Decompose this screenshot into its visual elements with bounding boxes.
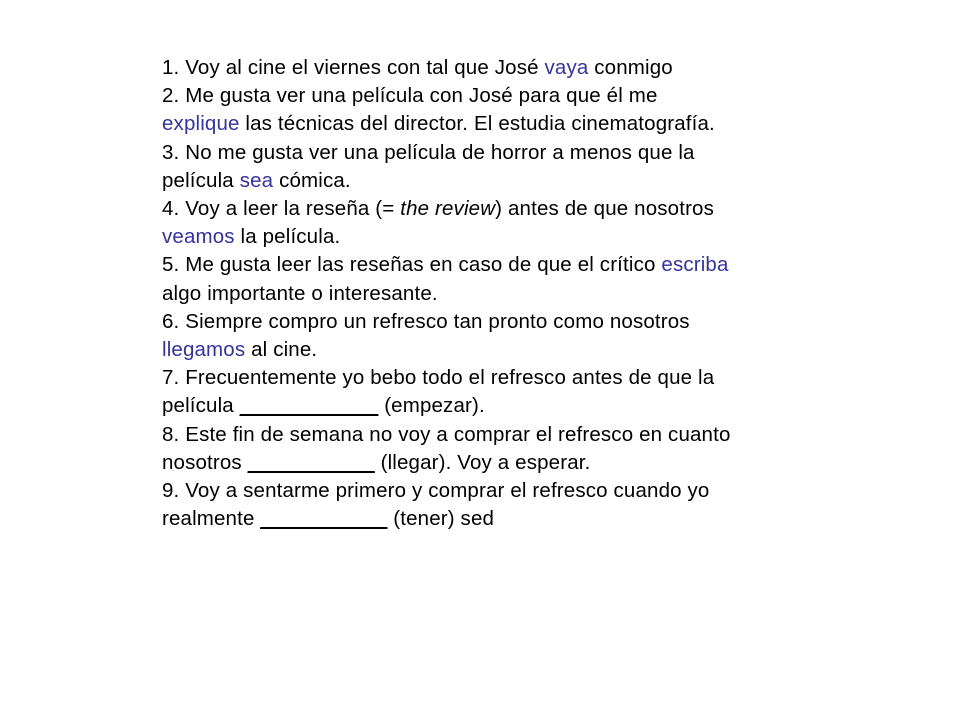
- text-segment: ) antes de que nosotros: [495, 197, 715, 221]
- sentence-2-line-1: [162, 82, 842, 110]
- text-segment: 8. Este fin de semana no voy a comprar el refresco en cuanto: [162, 422, 731, 446]
- sentence-7-line-1: [162, 364, 842, 392]
- sentence-4-line-1: [162, 195, 842, 223]
- text-segment: cómica.: [273, 168, 351, 192]
- text-segment: película: [162, 394, 240, 418]
- text-segment: la película.: [234, 225, 341, 249]
- text-segment: 5. Me gusta leer las reseñas en caso de que el crítico: [162, 253, 662, 277]
- sentence-6-line-2: [162, 336, 842, 364]
- text-segment: 4. Voy a leer la reseña (=: [162, 197, 401, 221]
- sentence-9-line-2: [162, 505, 842, 533]
- sentence-list: [162, 54, 842, 533]
- text-segment: 1. Voy al cine el viernes con tal que José: [162, 56, 545, 79]
- sentence-7-line-2: [162, 392, 842, 420]
- text-segment: 7. Frecuentemente yo bebo todo el refresco antes de que la: [162, 366, 715, 390]
- sentence-5-line-2: [162, 280, 842, 308]
- highlighted-verb: veamos: [162, 225, 235, 249]
- text-segment: las técnicas del director. El estudia cinematografía.: [239, 112, 715, 136]
- sentence-8-line-2: [162, 449, 842, 477]
- text-segment: 3. No me gusta ver una película de horror a menos que la: [162, 140, 695, 164]
- text-segment: conmigo: [588, 56, 673, 79]
- text-segment: (tener) sed: [387, 507, 495, 531]
- answer-blank: ___________: [247, 450, 375, 474]
- text-segment: (llegar). Voy a esperar.: [374, 450, 591, 474]
- highlighted-verb: llegamos: [162, 338, 246, 362]
- sentence-2-line-2: [162, 110, 842, 138]
- text-segment: algo importante o interesante.: [162, 281, 438, 305]
- text-segment: nosotros: [162, 450, 248, 474]
- highlighted-verb: sea: [239, 168, 274, 192]
- sentence-8-line-1: [162, 421, 842, 449]
- sentence-3-line-1: [162, 139, 842, 167]
- text-segment: 9. Voy a sentarme primero y comprar el refresco cuando yo: [162, 479, 710, 503]
- highlighted-verb: explique: [162, 112, 240, 136]
- text-segment: (empezar).: [378, 394, 485, 418]
- sentence-9-line-1: [162, 477, 842, 505]
- text-segment: realmente: [162, 507, 261, 531]
- sentence-1-line-1: [162, 54, 842, 82]
- italic-gloss: the review: [400, 197, 496, 221]
- text-segment: 2. Me gusta ver una película con José para que él me: [162, 84, 658, 108]
- text-segment: película: [162, 168, 240, 192]
- highlighted-verb: vaya: [544, 56, 589, 79]
- highlighted-verb: escriba: [661, 253, 729, 277]
- text-segment: 6. Siempre compro un refresco tan pronto como nosotros: [162, 309, 690, 333]
- sentence-3-line-2: [162, 167, 842, 195]
- text-segment: al cine.: [245, 338, 318, 362]
- sentence-4-line-2: [162, 223, 842, 251]
- sentence-5-line-1: [162, 251, 842, 279]
- answer-blank: ____________: [239, 394, 379, 418]
- answer-blank: ___________: [260, 507, 388, 531]
- sentence-6-line-1: [162, 308, 842, 336]
